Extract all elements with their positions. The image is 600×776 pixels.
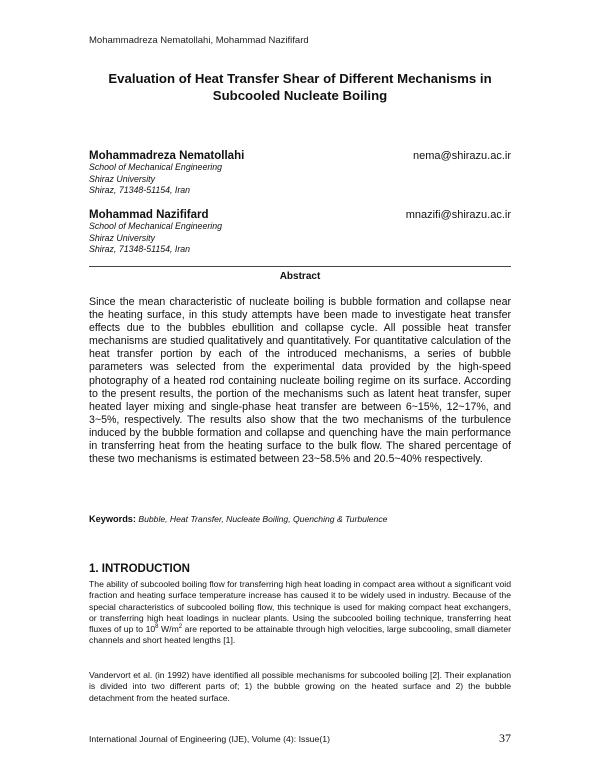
author-block-2 — [89, 209, 511, 256]
section-heading-introduction: 1. INTRODUCTION — [89, 563, 190, 575]
author-affiliation-line: School of Mechanical Engineering — [89, 221, 223, 231]
author-block-1 — [89, 150, 511, 197]
author-affiliation-line: Shiraz University — [89, 173, 155, 184]
page-footer — [89, 731, 511, 746]
author-email: nema@shirazu.ac.ir — [413, 150, 511, 162]
abstract-divider — [89, 266, 511, 267]
author-affiliation-line: Shiraz, 71348-51154, Iran — [89, 185, 191, 196]
paragraph-text: The ability of subcooled boiling flow for transferring high heat loading in compact area without a significant void fraction and heating surface temperature increase has caused it to be widely used in industry. Because of the special characteristics of subcooled boiling flow, this technique is used for making compact heat exchangers, or transferring high heat loadings in nuclear plants. Using the subcooled boiling technique, transferring heat fluxes of up to 10 — [89, 579, 511, 635]
paper-title: Evaluation of Heat Transfer Shear of Different Mechanisms in Subcooled Nucleate Boiling — [108, 71, 492, 103]
author-row — [89, 150, 511, 162]
author-name: Mohammadreza Nematollahi — [89, 150, 245, 162]
author-affiliation-line: School of Mechanical Engineering — [89, 162, 223, 172]
superscript: 8 — [155, 624, 159, 631]
keywords — [89, 514, 511, 524]
author-row — [89, 209, 511, 221]
author-email: mnazifi@shirazu.ac.ir — [405, 209, 511, 221]
superscript: 2 — [178, 624, 183, 631]
introduction-paragraph-1 — [89, 579, 511, 647]
footer-journal: International Journal of Engineering (IJE), Volume (4): Issue(1) — [89, 734, 330, 744]
page-number: 37 — [499, 731, 511, 745]
paragraph-text: are reported to be attainable through high velocities, large subcooling, small diameter channels and short heated lengths [1]. — [89, 624, 511, 646]
abstract-heading: Abstract — [279, 271, 321, 282]
keywords-text: Bubble, Heat Transfer, Nucleate Boiling, Quenching & Turbulence — [138, 514, 388, 524]
author-name: Mohammad Nazififard — [89, 209, 209, 221]
keywords-label: Keywords: — [89, 514, 136, 524]
abstract-text: Since the mean characteristic of nucleate boiling is bubble formation and collapse near the heating surface, in this study attempts have been made to investigate heat transfer effects due to the bubbles ebullition and collapse cycle. All possible heat transfer mechanisms are studied qualitatively and quantitatively. For quantitative calculation of the heat transfer portion by each of the introduced mechanisms, a series of bubble parameters was selected from the experimental data provided by the high-speed photography of a heated rod containing nucleate boiling regime on its surface. According to the present results, the portion of the mechanisms such as latent heat transfer, super heated layer mixing and single-phase heat transfer are between 6~15%, 12~17%, and 3~5%, respectively. The results also show that the two mechanisms of the turbulence induced by the bubble formation and collapse and quenching have the main performance in transferring heat from the heating surface to the bulk flow. The shared percentage of these two mechanisms is estimated between 23~58.5% and 20.5~40% respectively. — [89, 296, 511, 466]
introduction-paragraph-2: Vandervort et al. (in 1992) have identified all possible mechanisms for subcooled boiling [2]. Their explanation is divided into two different parts of; 1) the bubble growing on the heated surface and 2) the bubble detachment from the heated surface. — [89, 670, 511, 703]
running-head: Mohammadreza Nematollahi, Mohammad Nazififard — [89, 35, 309, 46]
author-affiliation-line: Shiraz University — [89, 232, 155, 243]
author-affiliation-line: Shiraz, 71348-51154, Iran — [89, 244, 191, 255]
paragraph-text: W/m — [158, 624, 179, 635]
